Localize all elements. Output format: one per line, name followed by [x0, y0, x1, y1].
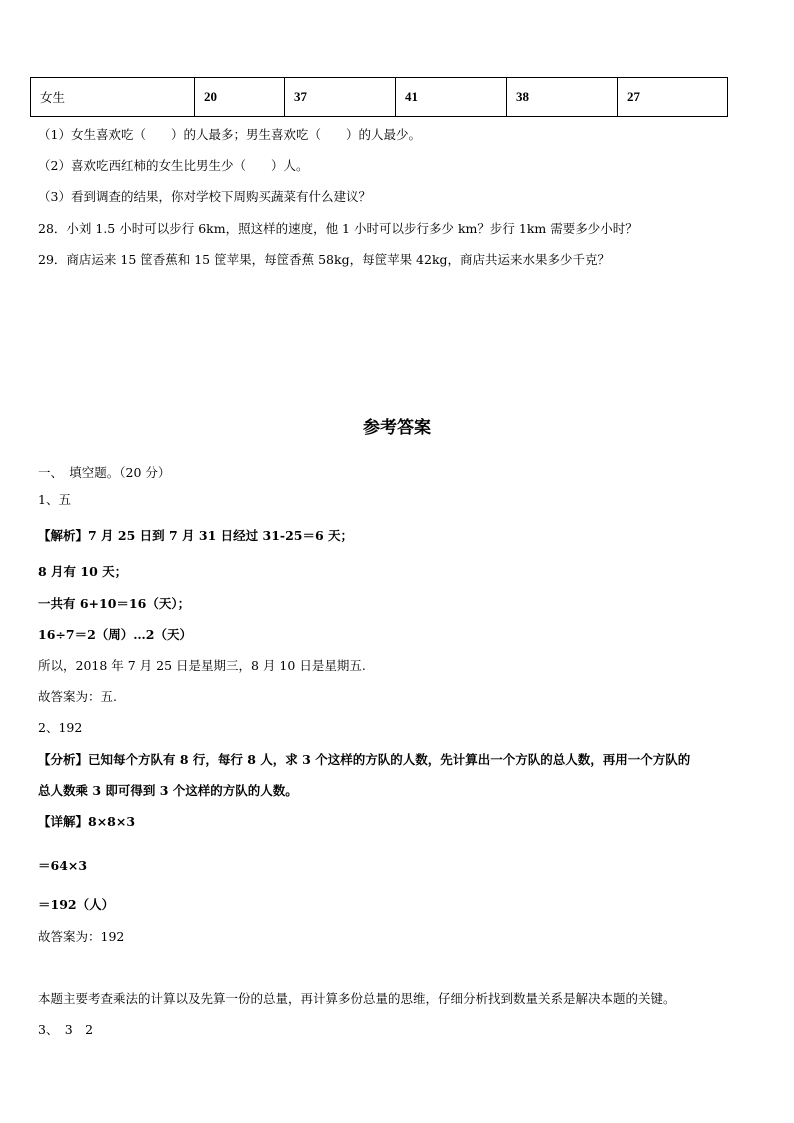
question-27-2: （2）喜欢吃西红柿的女生比男生少（ ）人。 [38, 158, 309, 173]
table-cell: 37 [285, 78, 396, 117]
answer-2-step: ＝64×3 [38, 858, 88, 873]
answer-1: 1、五 [38, 492, 71, 507]
answer-1-line: 一共有 6+10＝16（天）； [38, 596, 191, 611]
section-heading: 一、 填空题。（20 分） [38, 465, 171, 480]
table-cell: 27 [618, 78, 728, 117]
answers-title: 参考答案 [363, 418, 431, 438]
answer-2-analysis-cont: 总人数乘 3 即可得到 3 个这样的方队的人数。 [38, 783, 298, 798]
table-cell: 38 [507, 78, 618, 117]
table-row-girls [31, 78, 728, 117]
answer-2-detail: 【详解】8×8×3 [38, 814, 136, 829]
answer-2-analysis: 【分析】已知每个方队有 8 行，每行 8 人，求 3 个这样的方队的人数，先计算出一个方队的总人数，再用一个方队的 [38, 752, 691, 767]
answer-1-analysis: 【解析】7 月 25 日到 7 月 31 日经过 31-25＝6 天； [38, 528, 354, 543]
answer-1-line: 故答案为：五. [38, 689, 117, 704]
answer-1-line: 所以，2018 年 7 月 25 日是星期三，8 月 10 日是星期五. [38, 658, 366, 673]
table-cell: 41 [396, 78, 507, 117]
answer-1-line: 8 月有 10 天； [38, 564, 128, 579]
answer-2-conclusion: 故答案为：192 [38, 929, 125, 944]
answer-1-line: 16÷7＝2（周）…2（天） [38, 627, 192, 642]
row-label: 女生 [31, 78, 195, 117]
table-cell: 20 [195, 78, 285, 117]
question-27-3: （3）看到调查的结果，你对学校下周购买蔬菜有什么建议？ [38, 189, 371, 204]
question-27-1: （1）女生喜欢吃（ ）的人最多；男生喜欢吃（ ）的人最少。 [38, 127, 421, 142]
question-28: 28．小刘 1.5 小时可以步行 6km，照这样的速度，他 1 小时可以步行多少 km？步行 1km 需要多少小时？ [38, 221, 638, 236]
answer-3: 3、 3 2 [38, 1022, 94, 1037]
answer-2-step: ＝192（人） [38, 897, 115, 912]
answer-2-note: 本题主要考查乘法的计算以及先算一份的总量，再计算多份总量的思维，仔细分析找到数量关系是解决本题的关键。 [38, 991, 676, 1006]
question-29: 29．商店运来 15 筐香蕉和 15 筐苹果，每筐香蕉 58kg，每筐苹果 42kg，商店共运来水果多少千克？ [38, 252, 611, 267]
survey-table [30, 77, 728, 117]
answer-2: 2、192 [38, 720, 83, 735]
